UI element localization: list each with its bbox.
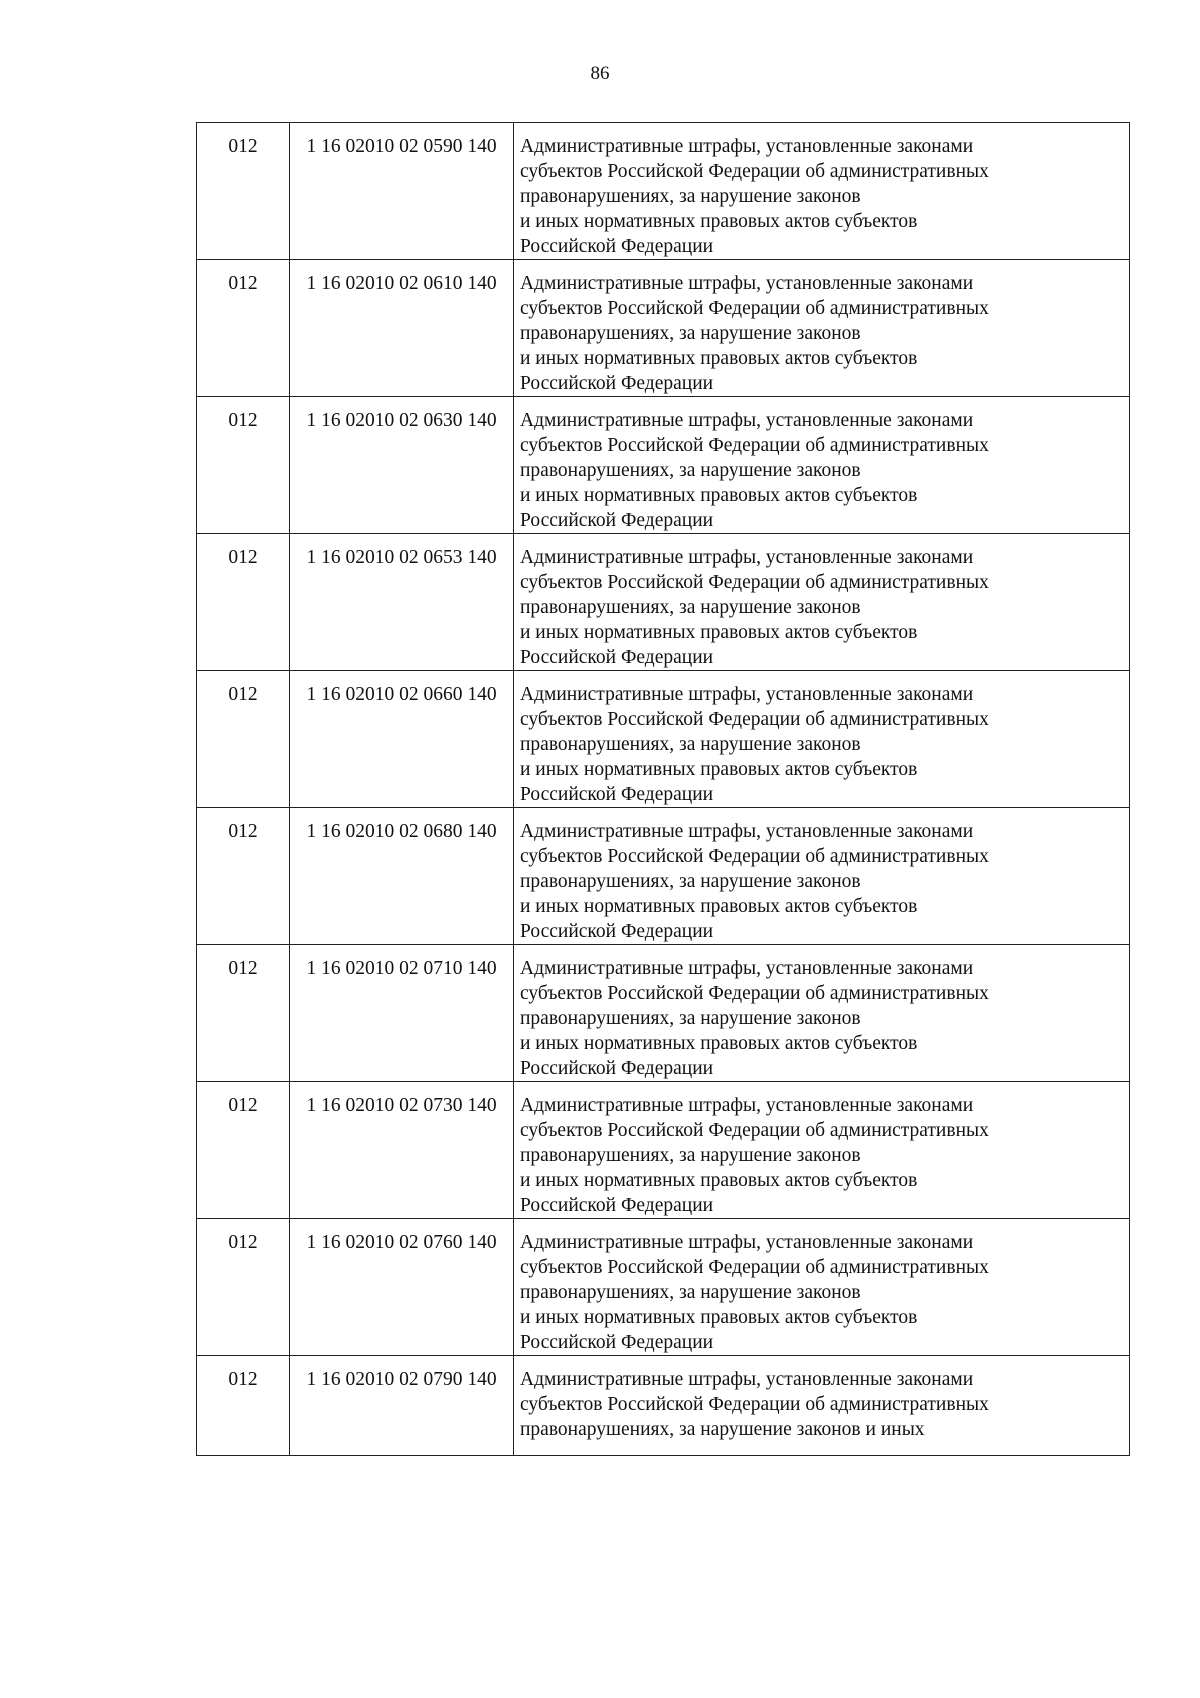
table-row bbox=[197, 671, 1130, 808]
revenue-codes-table bbox=[196, 122, 1130, 1456]
description-line: субъектов Российской Федерации об административных bbox=[520, 1257, 989, 1278]
description-cell bbox=[514, 123, 1130, 260]
description-cell bbox=[514, 808, 1130, 945]
description-line: и иных нормативных правовых актов субъектов bbox=[520, 1307, 918, 1328]
description-line: Административные штрафы, установленные законами bbox=[520, 273, 974, 294]
description-cell bbox=[514, 260, 1130, 397]
description-line: субъектов Российской Федерации об административных bbox=[520, 846, 989, 867]
table-row bbox=[197, 397, 1130, 534]
table-row bbox=[197, 1356, 1130, 1456]
table-row bbox=[197, 945, 1130, 1082]
table-row bbox=[197, 534, 1130, 671]
description-line: Административные штрафы, установленные законами bbox=[520, 1232, 974, 1253]
page-number: 86 bbox=[590, 63, 610, 84]
admin-code-cell: 012 bbox=[197, 123, 290, 260]
description-line: и иных нормативных правовых актов субъектов bbox=[520, 1170, 918, 1191]
description-line: Административные штрафы, установленные законами bbox=[520, 547, 974, 568]
description-cell bbox=[514, 1082, 1130, 1219]
table-row bbox=[197, 808, 1130, 945]
budget-code-cell: 1 16 02010 02 0730 140 bbox=[290, 1082, 514, 1219]
description-line: и иных нормативных правовых актов субъектов bbox=[520, 485, 918, 506]
description-line: субъектов Российской Федерации об административных bbox=[520, 298, 989, 319]
description-line: субъектов Российской Федерации об административных bbox=[520, 1120, 989, 1141]
description-cell bbox=[514, 1219, 1130, 1356]
budget-code-cell: 1 16 02010 02 0653 140 bbox=[290, 534, 514, 671]
description-line: правонарушениях, за нарушение законов bbox=[520, 1008, 861, 1029]
description-line: правонарушениях, за нарушение законов bbox=[520, 597, 861, 618]
description-cell bbox=[514, 397, 1130, 534]
description-line: Российской Федерации bbox=[520, 647, 714, 668]
budget-code-cell: 1 16 02010 02 0660 140 bbox=[290, 671, 514, 808]
description-line: и иных нормативных правовых актов субъектов bbox=[520, 348, 918, 369]
description-line: правонарушениях, за нарушение законов bbox=[520, 1145, 861, 1166]
description-line: субъектов Российской Федерации об административных bbox=[520, 435, 989, 456]
budget-code-cell: 1 16 02010 02 0630 140 bbox=[290, 397, 514, 534]
budget-code-cell: 1 16 02010 02 0760 140 bbox=[290, 1219, 514, 1356]
admin-code-cell: 012 bbox=[197, 534, 290, 671]
admin-code-cell: 012 bbox=[197, 808, 290, 945]
description-line: Административные штрафы, установленные законами bbox=[520, 684, 974, 705]
description-line: Российской Федерации bbox=[520, 373, 714, 394]
description-line: субъектов Российской Федерации об административных bbox=[520, 983, 989, 1004]
admin-code-cell: 012 bbox=[197, 397, 290, 534]
description-cell bbox=[514, 945, 1130, 1082]
admin-code-cell: 012 bbox=[197, 1356, 290, 1456]
description-line: Административные штрафы, установленные законами bbox=[520, 958, 974, 979]
admin-code-cell: 012 bbox=[197, 1219, 290, 1356]
admin-code-cell: 012 bbox=[197, 1082, 290, 1219]
description-line: Российской Федерации bbox=[520, 784, 714, 805]
description-line: и иных нормативных правовых актов субъектов bbox=[520, 1033, 918, 1054]
admin-code-cell: 012 bbox=[197, 945, 290, 1082]
description-line: субъектов Российской Федерации об административных bbox=[520, 1394, 989, 1415]
budget-code-cell: 1 16 02010 02 0610 140 bbox=[290, 260, 514, 397]
description-line: и иных нормативных правовых актов субъектов bbox=[520, 622, 918, 643]
description-line: субъектов Российской Федерации об административных bbox=[520, 709, 989, 730]
table-row bbox=[197, 1082, 1130, 1219]
budget-code-cell: 1 16 02010 02 0790 140 bbox=[290, 1356, 514, 1456]
description-line: Российской Федерации bbox=[520, 1058, 714, 1079]
description-line: Российской Федерации bbox=[520, 1332, 714, 1353]
budget-code-cell: 1 16 02010 02 0710 140 bbox=[290, 945, 514, 1082]
description-line: Российской Федерации bbox=[520, 1195, 714, 1216]
description-line: Административные штрафы, установленные законами bbox=[520, 821, 974, 842]
description-line: Административные штрафы, установленные законами bbox=[520, 410, 974, 431]
description-line: Административные штрафы, установленные законами bbox=[520, 1095, 974, 1116]
admin-code-cell: 012 bbox=[197, 260, 290, 397]
description-line: субъектов Российской Федерации об административных bbox=[520, 161, 989, 182]
description-line: и иных нормативных правовых актов субъектов bbox=[520, 759, 918, 780]
admin-code-cell: 012 bbox=[197, 671, 290, 808]
budget-code-cell: 1 16 02010 02 0590 140 bbox=[290, 123, 514, 260]
description-cell bbox=[514, 534, 1130, 671]
description-line: правонарушениях, за нарушение законов и иных bbox=[520, 1419, 925, 1440]
description-line: Российской Федерации bbox=[520, 921, 714, 942]
description-line: правонарушениях, за нарушение законов bbox=[520, 186, 861, 207]
table-row bbox=[197, 260, 1130, 397]
description-line: и иных нормативных правовых актов субъектов bbox=[520, 211, 918, 232]
description-line: правонарушениях, за нарушение законов bbox=[520, 323, 861, 344]
description-line: правонарушениях, за нарушение законов bbox=[520, 734, 861, 755]
table-row bbox=[197, 1219, 1130, 1356]
description-line: и иных нормативных правовых актов субъектов bbox=[520, 896, 918, 917]
description-line: правонарушениях, за нарушение законов bbox=[520, 460, 861, 481]
description-cell bbox=[514, 671, 1130, 808]
description-line: правонарушениях, за нарушение законов bbox=[520, 871, 861, 892]
description-line: Российской Федерации bbox=[520, 510, 714, 531]
description-line: правонарушениях, за нарушение законов bbox=[520, 1282, 861, 1303]
description-cell bbox=[514, 1356, 1130, 1456]
description-line: субъектов Российской Федерации об административных bbox=[520, 572, 989, 593]
description-line: Российской Федерации bbox=[520, 236, 714, 257]
description-line: Административные штрафы, установленные законами bbox=[520, 1369, 974, 1390]
budget-code-cell: 1 16 02010 02 0680 140 bbox=[290, 808, 514, 945]
description-line: Административные штрафы, установленные законами bbox=[520, 136, 974, 157]
table-row bbox=[197, 123, 1130, 260]
